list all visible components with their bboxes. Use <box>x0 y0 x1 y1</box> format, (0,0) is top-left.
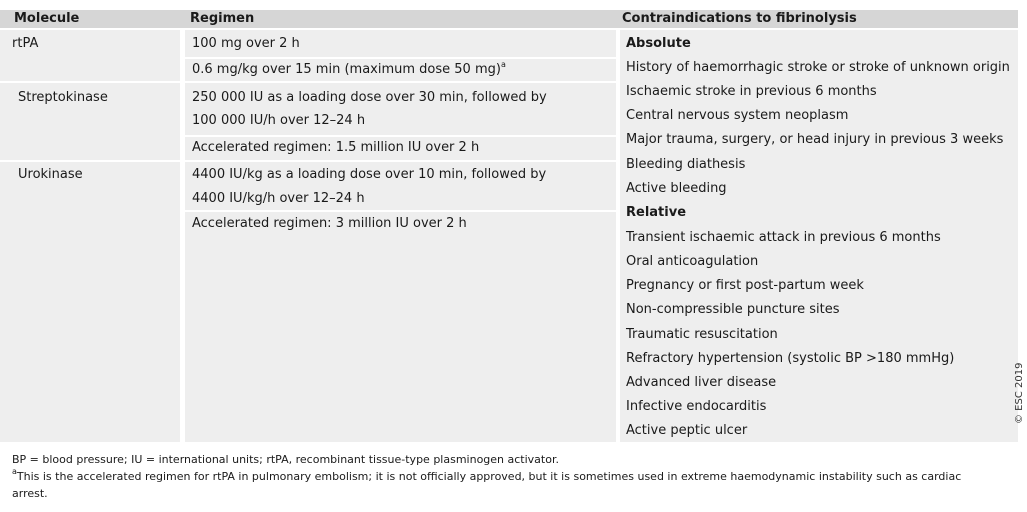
footnote-a-continued: arrest. <box>12 487 48 500</box>
header-molecule: Molecule <box>14 11 80 26</box>
row-divider <box>185 160 616 162</box>
relative-heading: Relative <box>626 205 687 220</box>
footnote-a: $^a$This is the accelerated regimen for rtPA in pulmonary embolism; it is not officially approved, but it is sometimes used in extreme haemodynamic instability such as cardiac <box>12 467 962 483</box>
molecule-rtpa: rtPA <box>12 36 39 51</box>
regimen-streptokinase-line2: 100 000 IU/h over 12–24 h <box>192 113 366 128</box>
contraindication-item: Non-compressible puncture sites <box>626 302 840 317</box>
contraindication-item: Ischaemic stroke in previous 6 months <box>626 84 877 99</box>
contraindication-item: Infective endocarditis <box>626 399 767 414</box>
contraindication-item: History of haemorrhagic stroke or stroke of unknown origin <box>626 60 1010 75</box>
row-divider <box>0 160 180 162</box>
regimen-rtpa-standard: 100 mg over 2 h <box>192 36 300 51</box>
copyright: © ESC 2019 <box>1014 362 1025 424</box>
table-header <box>0 10 1018 28</box>
contraindication-item: Central nervous system neoplasm <box>626 108 849 123</box>
contraindication-item: Major trauma, surgery, or head injury in previous 3 weeks <box>626 132 1004 147</box>
regimen-urokinase-accelerated: Accelerated regimen: 3 million IU over 2 h <box>192 216 467 231</box>
header-contraindications: Contraindications to fibrinolysis <box>622 11 857 26</box>
molecule-urokinase: Urokinase <box>18 167 83 182</box>
regimen-streptokinase-accelerated: Accelerated regimen: 1.5 million IU over 2 h <box>192 140 480 155</box>
regimen-urokinase-line1: 4400 IU/kg as a loading dose over 10 min, followed by <box>192 167 547 182</box>
footnote-abbreviations: BP = blood pressure; IU = international units; rtPA, recombinant tissue-type plasminogen activator. <box>12 453 559 466</box>
row-divider <box>185 81 616 83</box>
molecule-streptokinase: Streptokinase <box>18 90 108 105</box>
regimen-urokinase-line2: 4400 IU/kg/h over 12–24 h <box>192 191 365 206</box>
contraindication-item: Pregnancy or first post-partum week <box>626 278 864 293</box>
contraindication-item: Active peptic ulcer <box>626 423 748 438</box>
regimen-streptokinase-line1: 250 000 IU as a loading dose over 30 min, followed by <box>192 90 547 105</box>
contraindication-item: Oral anticoagulation <box>626 254 759 269</box>
row-divider <box>0 81 180 83</box>
contraindication-item: Transient ischaemic attack in previous 6 months <box>626 230 941 245</box>
contraindication-item: Traumatic resuscitation <box>626 327 778 342</box>
regimen-rtpa-accelerated: 0.6 mg/kg over 15 min (maximum dose 50 mg)$^a$ <box>192 60 506 77</box>
contraindication-item: Advanced liver disease <box>626 375 777 390</box>
contraindication-item: Active bleeding <box>626 181 727 196</box>
header-regimen: Regimen <box>190 11 255 26</box>
contraindication-item: Refractory hypertension (systolic BP >180 mmHg) <box>626 351 955 366</box>
absolute-heading: Absolute <box>626 36 691 51</box>
contraindication-item: Bleeding diathesis <box>626 157 746 172</box>
